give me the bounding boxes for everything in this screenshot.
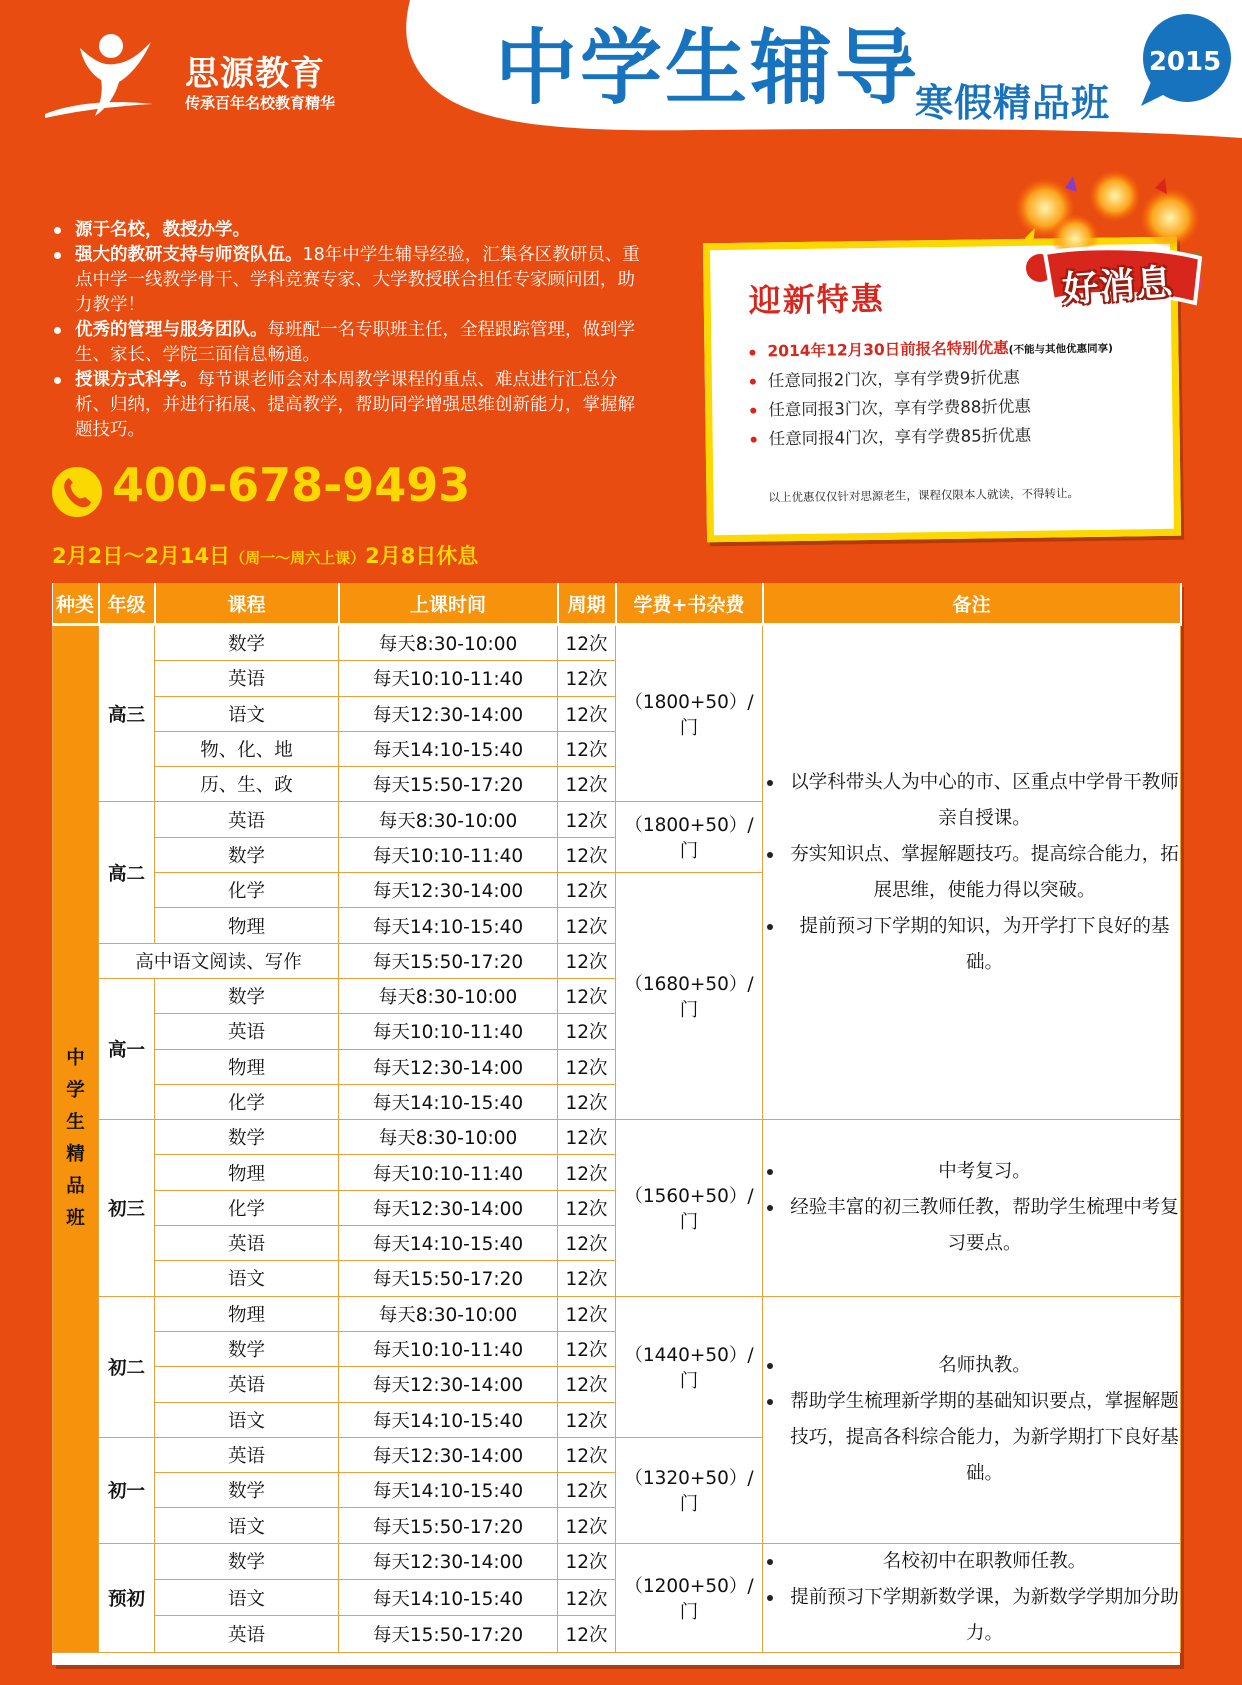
period-cell: 12次: [558, 1580, 616, 1616]
table-row: [53, 1120, 1181, 1155]
period-cell: 12次: [558, 1616, 616, 1652]
time-cell: 每天12:30-14:00: [339, 1437, 558, 1472]
period-cell: 12次: [558, 625, 616, 661]
fee-cell: （1800+50）/门: [616, 625, 763, 802]
col-header-grade: 年级: [99, 583, 155, 625]
note-item: 名师执教。: [763, 1348, 1180, 1384]
period-cell: 12次: [558, 1049, 616, 1084]
page-title: 中学生辅导: [495, 21, 921, 116]
grade-cell: 高二: [99, 802, 155, 943]
period-cell: 12次: [558, 731, 616, 766]
grade-cell: 高三: [99, 625, 155, 802]
period-cell: 12次: [558, 908, 616, 943]
course-cell: 数学: [155, 978, 339, 1013]
brand-logo-icon: [45, 30, 155, 120]
period-cell: 12次: [558, 1331, 616, 1366]
grade-cell: 初一: [99, 1437, 155, 1543]
note-item: 提前预习下学期的知识，为开学打下良好的基础。: [763, 909, 1180, 981]
period-cell: 12次: [558, 802, 616, 837]
course-cell: 英语: [155, 1014, 339, 1049]
period-cell: 12次: [558, 837, 616, 872]
time-cell: 每天8:30-10:00: [339, 978, 558, 1013]
time-cell: 每天12:30-14:00: [339, 1367, 558, 1402]
note-item: 提前预习下学期新数学课，为新数学学期加分助力。: [763, 1580, 1180, 1652]
period-cell: 12次: [558, 1014, 616, 1049]
course-cell: 历、生、政: [155, 767, 339, 802]
period-cell: 12次: [558, 1367, 616, 1402]
course-cell: 物理: [155, 1155, 339, 1190]
course-cell: 英语: [155, 1367, 339, 1402]
note-item: 帮助学生梳理新学期的基础知识要点，掌握解题技巧，提高各科综合能力，为新学期打下良好基础。: [763, 1384, 1180, 1492]
table-header-row: [53, 583, 1181, 625]
time-cell: 每天10:10-11:40: [339, 1155, 558, 1190]
course-cell: 物、化、地: [155, 731, 339, 766]
course-cell: 化学: [155, 1084, 339, 1119]
course-cell: 英语: [155, 661, 339, 696]
period-cell: 12次: [558, 1543, 616, 1579]
time-cell: 每天14:10-15:40: [339, 1402, 558, 1437]
year-badge: 2015: [1148, 47, 1222, 77]
time-cell: 每天8:30-10:00: [339, 1296, 558, 1331]
period-cell: 12次: [558, 1226, 616, 1261]
note-item: 经验丰富的初三教师任教，帮助学生梳理中考复习要点。: [763, 1190, 1180, 1262]
period-cell: 12次: [558, 1473, 616, 1508]
time-cell: 每天15:50-17:20: [339, 943, 558, 978]
brand-slogan: 传承百年名校教育精华: [185, 94, 336, 112]
promo-footer: 以上优惠仅仅针对思源老生，课程仅限本人就读，不得转让。: [768, 486, 1080, 505]
course-cell: 英语: [155, 802, 339, 837]
course-cell: 数学: [155, 837, 339, 872]
note-item: 中考复习。: [763, 1154, 1180, 1190]
period-cell: 12次: [558, 1120, 616, 1155]
table-row: [53, 625, 1181, 661]
phone-number: 400-678-9493: [112, 458, 471, 512]
col-header-period: 周期: [558, 583, 616, 625]
time-cell: 每天15:50-17:20: [339, 1261, 558, 1296]
period-cell: 12次: [558, 696, 616, 731]
schedule-table: [52, 583, 1180, 1665]
period-cell: 12次: [558, 661, 616, 696]
time-cell: 每天14:10-15:40: [339, 1226, 558, 1261]
note-item: 以学科带头人为中心的市、区重点中学骨干教师亲自授课。: [763, 765, 1180, 837]
time-cell: 每天14:10-15:40: [339, 908, 558, 943]
course-cell: 物理: [155, 1296, 339, 1331]
course-cell: 化学: [155, 873, 339, 908]
time-cell: 每天12:30-14:00: [339, 1049, 558, 1084]
time-cell: 每天15:50-17:20: [339, 1616, 558, 1652]
col-header-notes: 备注: [763, 583, 1181, 625]
course-cell: 语文: [155, 1580, 339, 1616]
table-row: [53, 1543, 1181, 1579]
grade-cell: 高一: [99, 978, 155, 1119]
col-header-fee: 学费+书杂费: [616, 583, 763, 625]
period-cell: 12次: [558, 1508, 616, 1543]
time-cell: 每天10:10-11:40: [339, 661, 558, 696]
period-cell: 12次: [558, 1190, 616, 1225]
time-cell: 每天8:30-10:00: [339, 625, 558, 661]
fee-cell: （1320+50）/门: [616, 1437, 763, 1543]
time-cell: 每天10:10-11:40: [339, 1014, 558, 1049]
intro-item: 优秀的管理与服务团队。每班配一名专职班主任，全程跟踪管理，做到学生、家长、学院三面信息畅通。: [50, 318, 650, 368]
fee-cell: （1440+50）/门: [616, 1296, 763, 1437]
brand-name: 思源教育: [185, 54, 325, 94]
intro-item: 源于名校，教授办学。: [50, 218, 650, 243]
course-cell: 高中语文阅读、写作: [99, 943, 339, 978]
intro-item: 强大的教研支持与师资队伍。18年中学生辅导经验，汇集各区教研员、重点中学一线教学骨干、学科竞赛专家、大学教授联合担任专家顾问团，助力教学！: [50, 243, 650, 318]
course-cell: 物理: [155, 1049, 339, 1084]
promo-item: 任意同报3门次，享有学费88折优惠: [750, 390, 1170, 425]
time-cell: 每天12:30-14:00: [339, 1543, 558, 1579]
course-cell: 数学: [155, 1543, 339, 1579]
col-header-category: 种类: [53, 583, 99, 625]
fee-cell: （1680+50）/门: [616, 873, 763, 1120]
period-cell: 12次: [558, 1261, 616, 1296]
grade-cell: 初二: [99, 1296, 155, 1437]
notes-cell: [763, 1296, 1181, 1543]
intro-item: 授课方式科学。每节课老师会对本周教学课程的重点、难点进行汇总分析、归纳，并进行拓展、提高教学，帮助同学增强思维创新能力，掌握解题技巧。: [50, 368, 650, 443]
course-cell: 语文: [155, 1261, 339, 1296]
table-row: [53, 1296, 1181, 1331]
course-cell: 数学: [155, 1473, 339, 1508]
period-cell: 12次: [558, 1296, 616, 1331]
col-header-time: 上课时间: [339, 583, 558, 625]
time-cell: 每天14:10-15:40: [339, 1084, 558, 1119]
period-cell: 12次: [558, 978, 616, 1013]
fee-cell: （1800+50）/门: [616, 802, 763, 873]
time-cell: 每天12:30-14:00: [339, 696, 558, 731]
time-cell: 每天15:50-17:20: [339, 1508, 558, 1543]
note-item: 名校初中在职教师任教。: [763, 1544, 1180, 1580]
time-cell: 每天8:30-10:00: [339, 1120, 558, 1155]
course-cell: 数学: [155, 1120, 339, 1155]
course-cell: 语文: [155, 696, 339, 731]
grade-cell: 初三: [99, 1120, 155, 1296]
promo-item: 任意同报4门次，享有学费85折优惠: [750, 419, 1170, 454]
time-cell: 每天8:30-10:00: [339, 802, 558, 837]
grade-cell: 预初: [99, 1543, 155, 1652]
intro-list: [50, 218, 650, 443]
period-cell: 12次: [558, 1084, 616, 1119]
good-news-badge: 好消息: [1060, 262, 1175, 311]
note-item: 夯实知识点、掌握解题技巧。提高综合能力，拓展思维，使能力得以突破。: [763, 837, 1180, 909]
notes-cell: [763, 1120, 1181, 1296]
course-cell: 物理: [155, 908, 339, 943]
fee-cell: （1200+50）/门: [616, 1543, 763, 1652]
time-cell: 每天14:10-15:40: [339, 1473, 558, 1508]
fee-cell: （1560+50）/门: [616, 1120, 763, 1296]
time-cell: 每天14:10-15:40: [339, 731, 558, 766]
course-cell: 英语: [155, 1616, 339, 1652]
promo-item: 任意同报2门次，享有学费9折优惠: [750, 361, 1170, 396]
time-cell: 每天15:50-17:20: [339, 767, 558, 802]
course-cell: 数学: [155, 1331, 339, 1366]
schedule-dates: 2月2日～2月14日（周一～周六上课）2月8日休息: [52, 544, 479, 568]
period-cell: 12次: [558, 1155, 616, 1190]
period-cell: 12次: [558, 943, 616, 978]
category-cell: 中学生精品班: [53, 625, 99, 1653]
time-cell: 每天12:30-14:00: [339, 873, 558, 908]
page-subtitle: 寒假精品班: [915, 81, 1111, 125]
promo-list: [749, 332, 1171, 454]
notes-cell: [763, 625, 1181, 1120]
time-cell: 每天12:30-14:00: [339, 1190, 558, 1225]
course-cell: 英语: [155, 1437, 339, 1472]
period-cell: 12次: [558, 873, 616, 908]
period-cell: 12次: [558, 1437, 616, 1472]
course-cell: 语文: [155, 1508, 339, 1543]
time-cell: 每天14:10-15:40: [339, 1580, 558, 1616]
course-cell: 语文: [155, 1402, 339, 1437]
phone-icon: [52, 467, 102, 517]
time-cell: 每天10:10-11:40: [339, 1331, 558, 1366]
promo-item: 2014年12月30日前报名特别优惠(不能与其他优惠同享): [749, 332, 1169, 367]
time-cell: 每天10:10-11:40: [339, 837, 558, 872]
col-header-course: 课程: [155, 583, 339, 625]
period-cell: 12次: [558, 767, 616, 802]
course-cell: 化学: [155, 1190, 339, 1225]
period-cell: 12次: [558, 1402, 616, 1437]
course-cell: 英语: [155, 1226, 339, 1261]
notes-cell: [763, 1543, 1181, 1652]
promo-title: 迎新特惠: [748, 279, 886, 320]
course-cell: 数学: [155, 625, 339, 661]
